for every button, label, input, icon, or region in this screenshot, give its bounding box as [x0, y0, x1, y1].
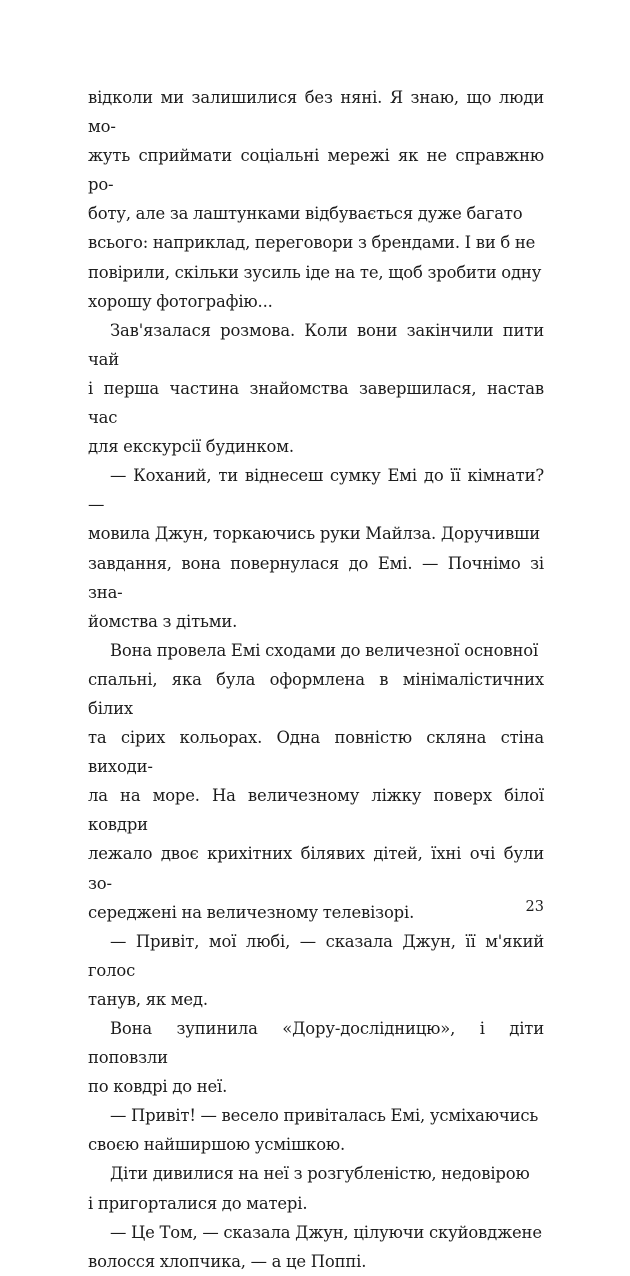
paragraph: — Привіт, мої любі, — сказала Джун, її м'який голос танув, як мед. [88, 931, 544, 1009]
paragraph: — Це Том, — сказала Джун, цілуючи скуйовджене волосся хлопчика, — а це Поппі. [88, 1222, 542, 1271]
paragraph: Зав'язалася розмова. Коли вони закінчили пити чай і перша частина знайомства завершилася, настав час для екскурсії будинком. [88, 320, 544, 457]
paragraph: Вона зупинила «Дору-дослідницю», і діти поповзли по ковдрі до неї. [88, 1019, 544, 1097]
paragraph: — Привіт! — весело привіталась Емі, усміхаючись своєю найширшою усмішкою. [88, 1106, 539, 1155]
paragraph: — Коханий, ти віднесеш сумку Емі до її кімнати? — мовила Джун, торкаючись руки Майлза. Доручивши завдання, вона повернулася до Емі. — Почнімо зі зна- йомства з дітьми. [88, 466, 544, 631]
paragraph: Діти дивилися на неї з розгубленістю, недовірою і пригорталися до матері. [88, 1164, 530, 1213]
paragraph-continued: відколи ми залишилися без няні. Я знаю, що люди мо- жуть сприймати соціальні мережі як не справжню ро- боту, але за лаштунками відбувається дуже багато всього: наприклад, переговори з брендами. І ви б не повірили, скільки зусиль іде на те, щоб зробити одну хорошу фотографію... [88, 88, 544, 311]
page-number: 23 [525, 899, 544, 915]
body-text [88, 83, 544, 1276]
paragraph: Вона провела Емі сходами до величезної основної спальні, яка була оформлена в мінімалістичних білих та сірих кольорах. Одна повністю скляна стіна виходи- ла на море. На величезному ліжку поверх білої ковдри лежало двоє крихітних білявих дітей, їхні очі були зо- середжені на величезному телевізорі. [88, 640, 544, 922]
